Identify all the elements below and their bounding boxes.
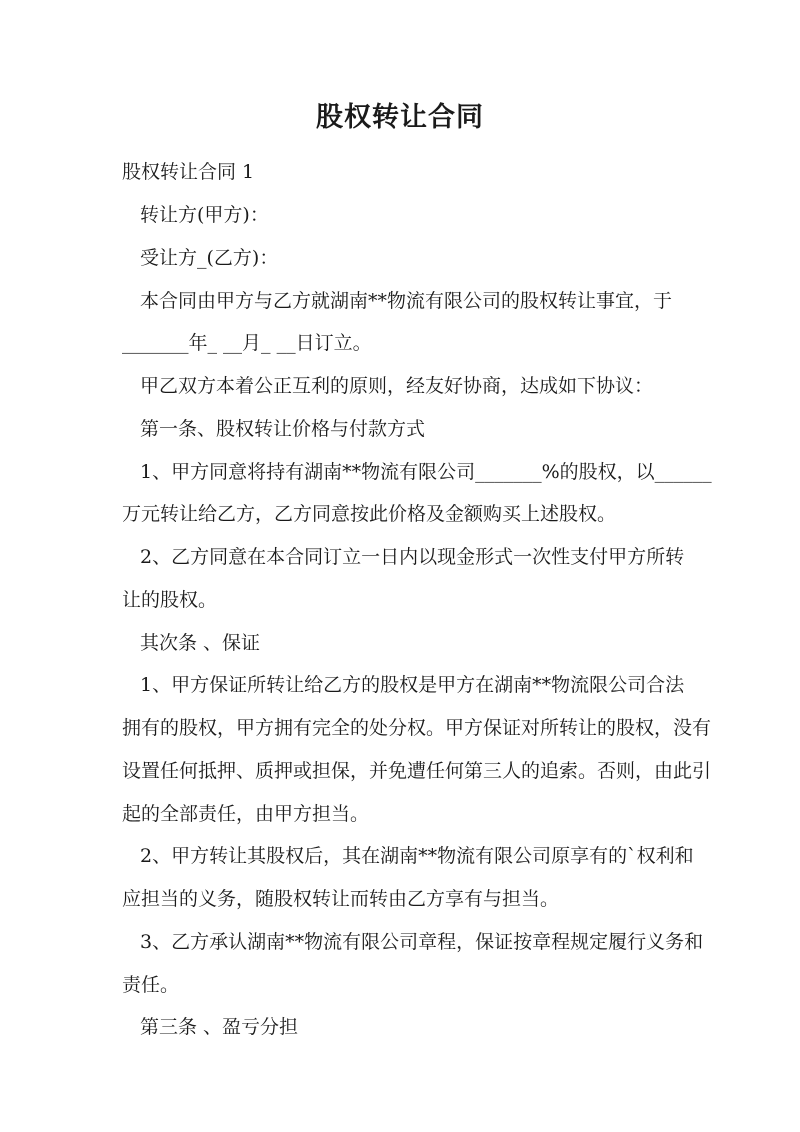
article-1-clause-2-line-2: 让的股权。 xyxy=(122,589,218,611)
article-3-heading: 第三条 、盈亏分担 xyxy=(140,1016,299,1038)
article-2-clause-1-line-2: 拥有的股权，甲方拥有完全的处分权。甲方保证对所转让的股权，没有 xyxy=(122,717,712,739)
article-2-clause-3-line-1: 3、乙方承认湖南**物流有限公司章程，保证按章程规定履行义务和 xyxy=(140,931,704,953)
agreement-intro: 甲乙双方本着公正互利的原则，经友好协商，达成如下协议： xyxy=(140,375,654,397)
article-1-clause-1-line-2: 万元转让给乙方，乙方同意按此价格及金额购买上述股权。 xyxy=(122,503,617,525)
article-1-heading: 第一条、股权转让价格与付款方式 xyxy=(140,418,426,440)
transferor-line: 转让方(甲方)： xyxy=(140,204,269,226)
article-2-clause-1-line-3: 设置任何抵押、质押或担保，并免遭任何第三人的追索。否则，由此引 xyxy=(122,760,712,782)
article-1-clause-2-line-1: 2、乙方同意在本合同订立一日内以现金形式一次性支付甲方所转 xyxy=(140,546,685,568)
preamble-line-1: 本合同由甲方与乙方就湖南**物流有限公司的股权转让事宜，于 xyxy=(140,290,673,312)
preamble-line-2: _______年_ __月_ __日订立。 xyxy=(122,332,372,354)
article-2-clause-1-line-1: 1、甲方保证所转让给乙方的股权是甲方在湖南**物流限公司合法 xyxy=(140,674,685,696)
transferee-line: 受让方_(乙方)： xyxy=(140,247,279,269)
article-2-clause-1-line-4: 起的全部责任，由甲方担当。 xyxy=(122,803,370,825)
article-2-clause-3-line-2: 责任。 xyxy=(122,974,180,996)
article-2-clause-2-line-2: 应担当的义务，随股权转让而转由乙方享有与担当。 xyxy=(122,888,560,910)
article-2-clause-2-line-1: 2、甲方转让其股权后，其在湖南**物流有限公司原享有的`权利和 xyxy=(140,845,694,867)
contract-subtitle: 股权转让合同 1 xyxy=(122,161,255,183)
article-2-heading: 其次条 、保证 xyxy=(140,632,261,654)
article-1-clause-1-line-1: 1、甲方同意将持有湖南**物流有限公司_______%的股权，以______ xyxy=(140,461,712,483)
document-title: 股权转让合同 xyxy=(316,102,484,133)
